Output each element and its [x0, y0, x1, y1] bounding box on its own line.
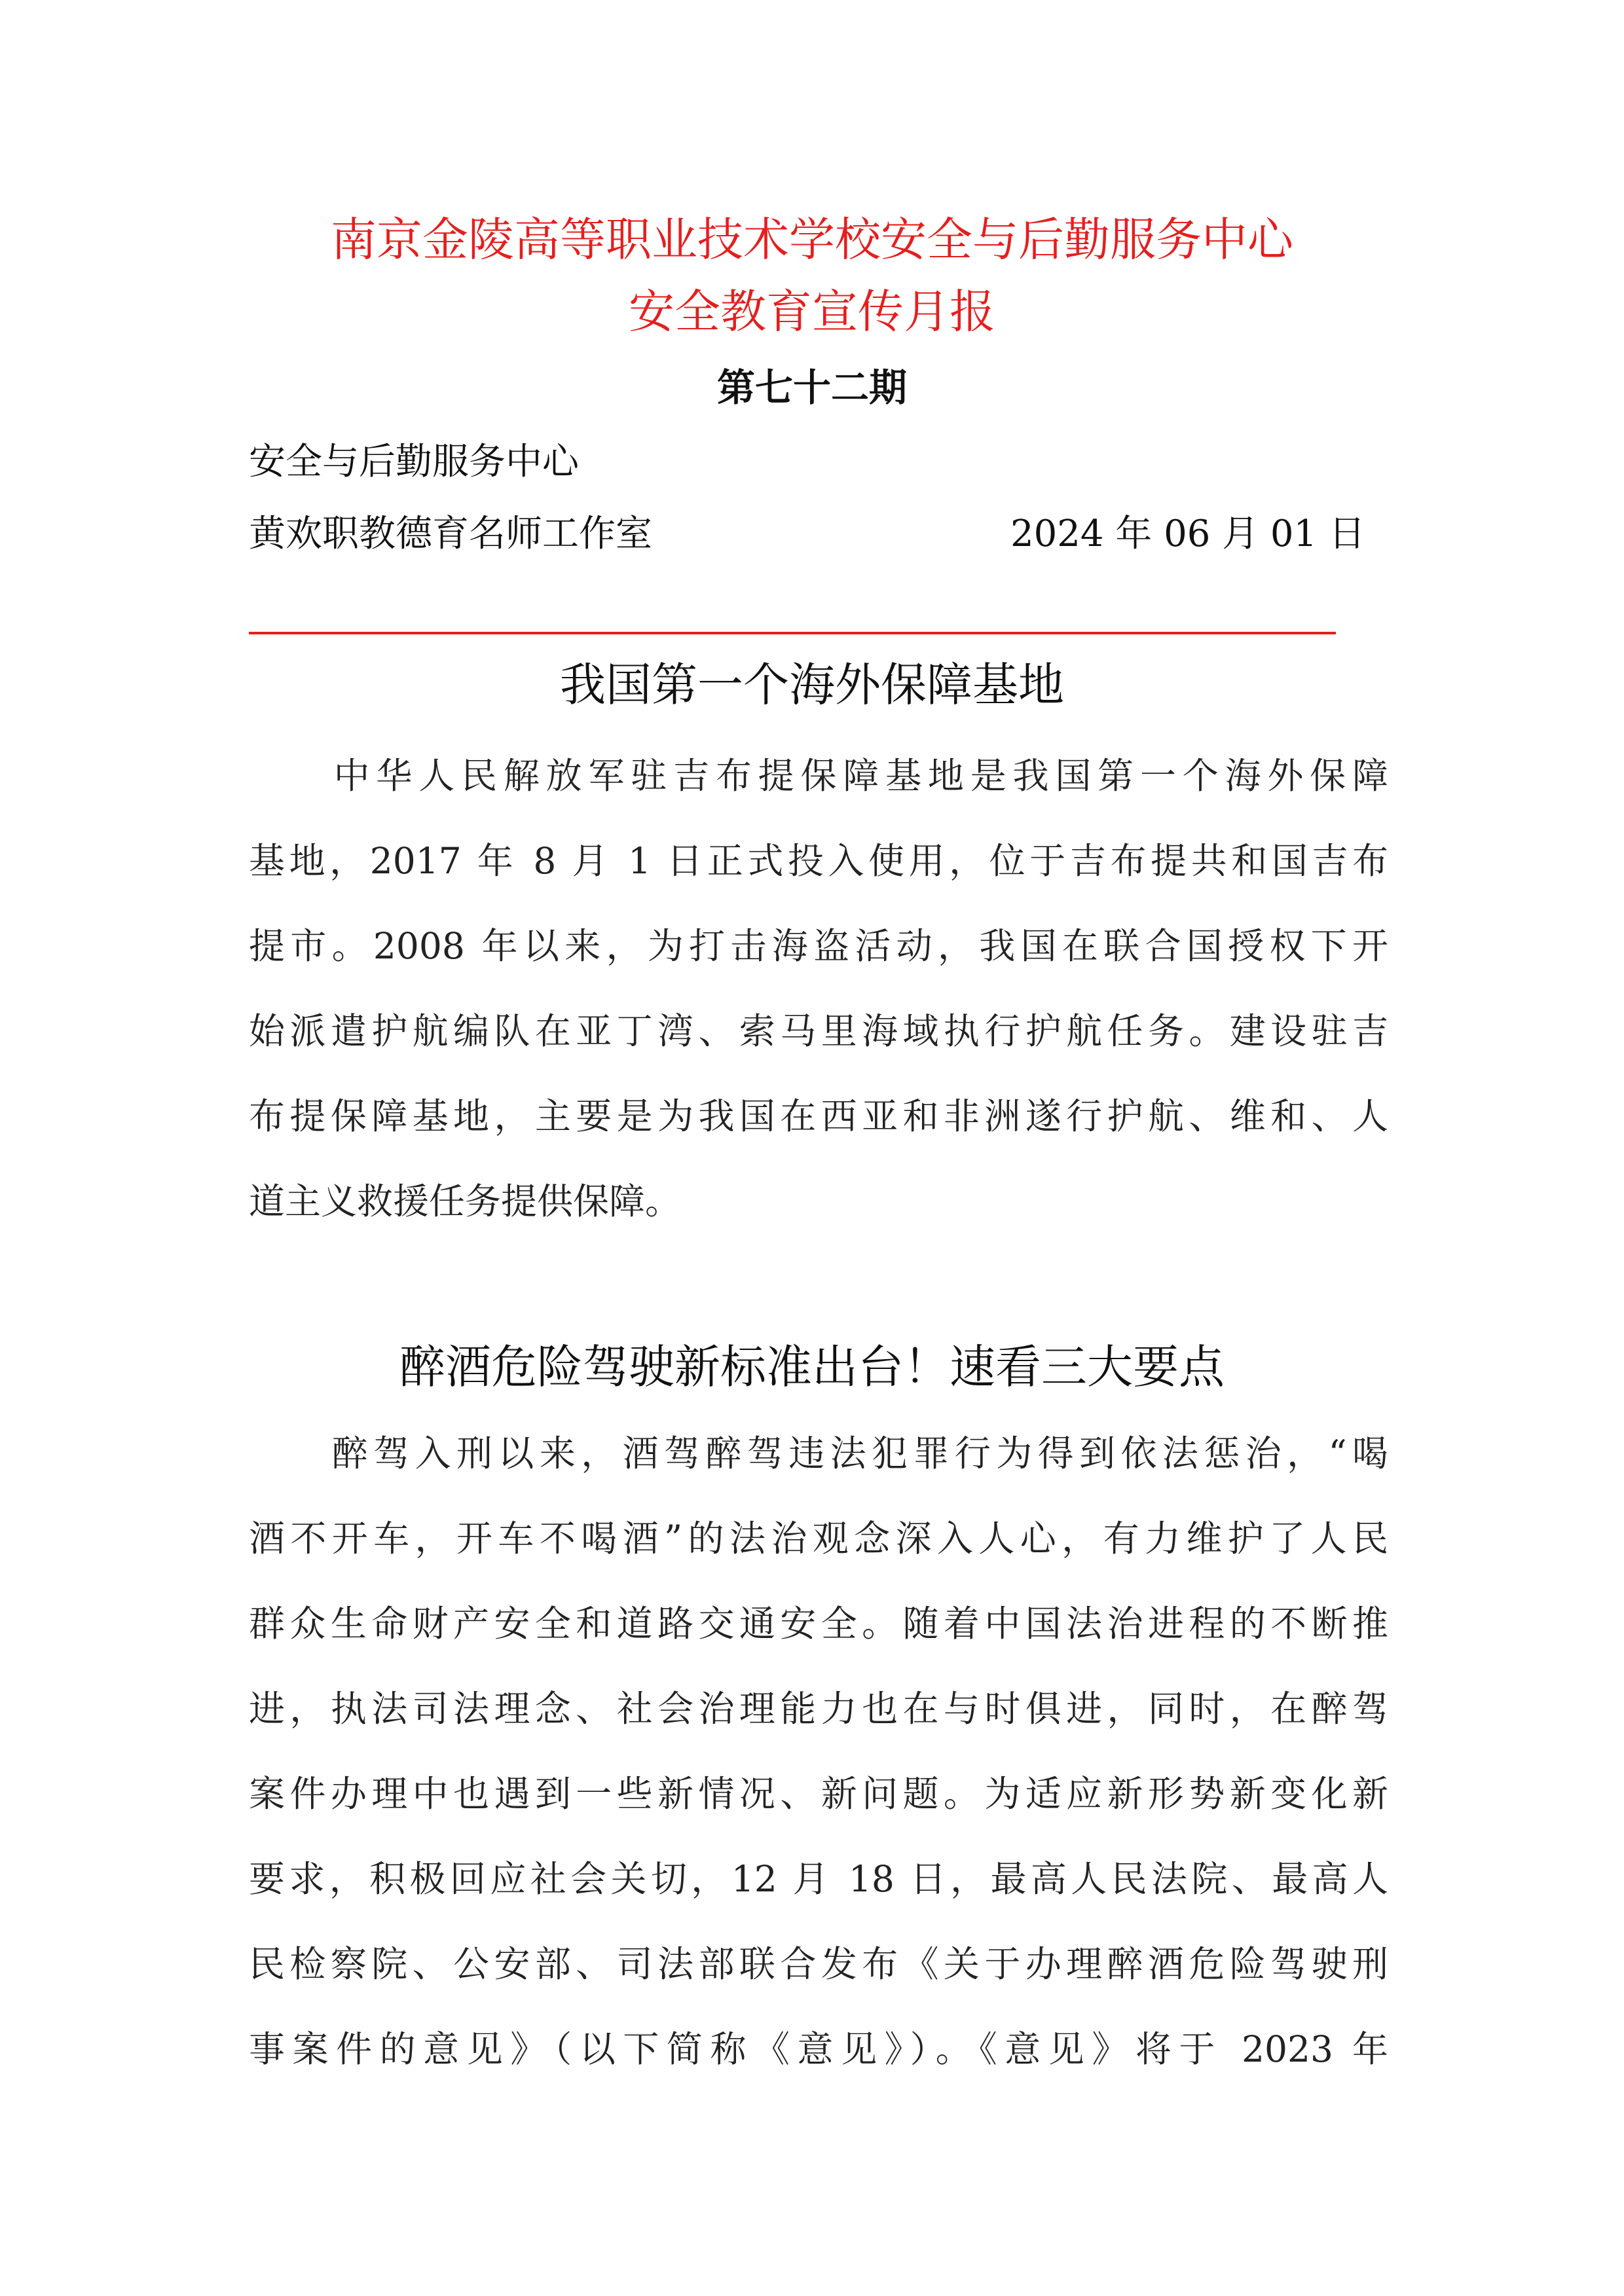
report-title-line2: 安全教育宣传月报 — [629, 285, 995, 338]
body-line: 布提保障基地，主要是为我国在西亚和非洲遂行护航、维和、人 — [249, 1095, 1388, 1137]
article-title: 我国第一个海外保障基地 — [560, 658, 1064, 712]
body-line: 道主义救援任务提供保障。 — [249, 1180, 682, 1222]
article-body — [249, 733, 1388, 1244]
publish-date: 2024 年 06 月 01 日 — [1010, 513, 1365, 555]
body-line: 案件办理中也遇到一些新情况、新问题。为适应新形势新变化新 — [249, 1773, 1388, 1815]
body-line: 始派遣护航编队在亚丁湾、索马里海域执行护航任务。建设驻吉 — [249, 1010, 1388, 1052]
body-line: 进，执法司法理念、社会治理能力也在与时俱进，同时，在醉驾 — [249, 1688, 1388, 1730]
issue-number: 第七十二期 — [716, 365, 907, 410]
body-line: 事案件的意见》（以下简称《意见》）。《意见》将于 2023 年 — [249, 2028, 1388, 2070]
body-line: 醉驾入刑以来，酒驾醉驾违法犯罪行为得到依法惩治，“喝 — [249, 1432, 1388, 1474]
body-line: 酒不开车，开车不喝酒”的法治观念深入人心，有力维护了人民 — [249, 1518, 1388, 1559]
body-line: 群众生命财产安全和道路交通安全。随着中国法治进程的不断推 — [249, 1603, 1388, 1645]
body-line: 要求，积极回应社会关切，12 月 18 日，最高人民法院、最高人 — [249, 1858, 1388, 1900]
body-line: 基地，2017 年 8 月 1 日正式投入使用，位于吉布提共和国吉布 — [249, 840, 1388, 882]
red-divider-line — [249, 632, 1336, 634]
body-line: 提市。2008 年以来，为打击海盗活动，我国在联合国授权下开 — [249, 925, 1388, 967]
article-title: 醉酒危险驾驶新标准出台！速看三大要点 — [399, 1340, 1225, 1394]
body-line: 中华人民解放军驻吉布提保障基地是我国第一个海外保障 — [249, 755, 1388, 797]
studio-name: 黄欢职教德育名师工作室 — [249, 513, 652, 555]
department-name: 安全与后勤服务中心 — [249, 441, 579, 483]
report-title-line1: 南京金陵高等职业技术学校安全与后勤服务中心 — [331, 213, 1293, 266]
body-line: 民检察院、公安部、司法部联合发布《关于办理醉酒危险驾驶刑 — [249, 1943, 1388, 1985]
article-body — [249, 1411, 1388, 2092]
